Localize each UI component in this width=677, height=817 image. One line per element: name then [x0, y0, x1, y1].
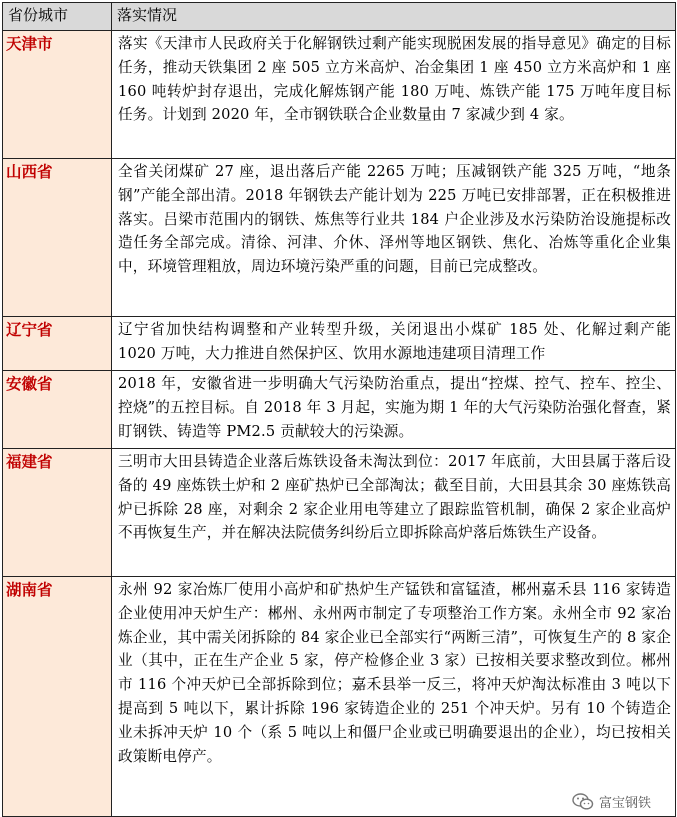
detail-cell: 2018 年，安徽省进一步明确大气污染防治重点，提出“控煤、控气、控车、控尘、控烧”的五控目标。自 2018 年 3 月起，实施为期 1 年的大气污染防治强化督查，紧盯钢铁、铸造等 PM2.5 贡献较大的污染源。	[112, 371, 676, 449]
province-cell: 辽宁省	[3, 317, 112, 371]
table-row	[3, 449, 676, 577]
table-row	[3, 371, 676, 449]
detail-cell: 落实《天津市人民政府关于化解钢铁过剩产能实现脱困发展的指导意见》确定的目标任务，推动天铁集团 2 座 505 立方米高炉、冶金集团 1 座 450 立方米高炉和 1 座 160 吨转炉封存退出，完成化解炼钢产能 180 万吨、炼铁产能 175 万吨年度目标任务。计划到 2020 年，全市钢铁联合企业数量由 7 家减少到 4 家。	[112, 31, 676, 159]
table-header-row	[3, 3, 676, 31]
province-cell: 山西省	[3, 159, 112, 317]
header-province: 省份城市	[3, 3, 112, 31]
watermark-text: 富宝钢铁	[598, 796, 651, 811]
detail-cell: 辽宁省加快结构调整和产业转型升级，关闭退出小煤矿 185 处、化解过剩产能 1020 万吨，大力推进自然保护区、饮用水源地违建项目清理工作	[112, 317, 676, 371]
province-cell: 天津市	[3, 31, 112, 159]
detail-cell: 全省关闭煤矿 27 座，退出落后产能 2265 万吨；压减钢铁产能 325 万吨，“地条钢”产能全部出清。2018 年钢铁去产能计划为 225 万吨已安排部署，正在积极推进落实。吕梁市范围内的钢铁、炼焦等行业共 184 户企业涉及水污染防治设施提标改造任务全部完成。清徐、河津、介休、泽州等地区钢铁、焦化、冶炼等重化企业集中，环境管理粗放，周边环境污染严重的问题，目前已完成整改。	[112, 159, 676, 317]
table-row	[3, 317, 676, 371]
table-row	[3, 577, 676, 817]
header-detail: 落实情况	[112, 3, 676, 31]
detail-cell: 三明市大田县铸造企业落后炼铁设备未淘汰到位：2017 年底前，大田县属于落后设备的 49 座炼铁土炉和 2 座矿热炉已全部淘汰；截至目前，大田县其余 30 座炼铁高炉已拆除 28 座，对剩余 2 家企业用电等建立了跟踪监管机制，确保 2 家企业高炉不再恢复生产，并在解决法院债务纠纷后立即拆除高炉落后炼铁生产设备。	[112, 449, 676, 577]
detail-cell: 永州 92 家冶炼厂使用小高炉和矿热炉生产锰铁和富锰渣，郴州嘉禾县 116 家铸造企业使用冲天炉生产：郴州、永州两市制定了专项整治工作方案。永州全市 92 家冶炼企业，其中需关闭拆除的 84 家企业已全部实行“两断三清”，可恢复生产的 8 家企业（其中，正在生产企业 5 家，停产检修企业 3 家）已按相关要求整改到位。郴州市 116 个冲天炉已全部拆除到位；嘉禾县举一反三，将冲天炉淘汰标准由 3 吨以下提高到 5 吨以下，累计拆除 196 家铸造企业的 251 个冲天炉。另有 10 个铸造企业未拆冲天炉 10 个（系 5 吨以上和僵尸企业或已明确要退出的企业），均已按相关政策断电停产。	[112, 577, 676, 817]
watermark	[568, 791, 655, 812]
province-cell: 安徽省	[3, 371, 112, 449]
province-implementation-table	[2, 2, 676, 817]
wechat-icon	[572, 793, 594, 811]
province-cell: 福建省	[3, 449, 112, 577]
table-row	[3, 159, 676, 317]
table-row	[3, 31, 676, 159]
province-cell: 湖南省	[3, 577, 112, 817]
